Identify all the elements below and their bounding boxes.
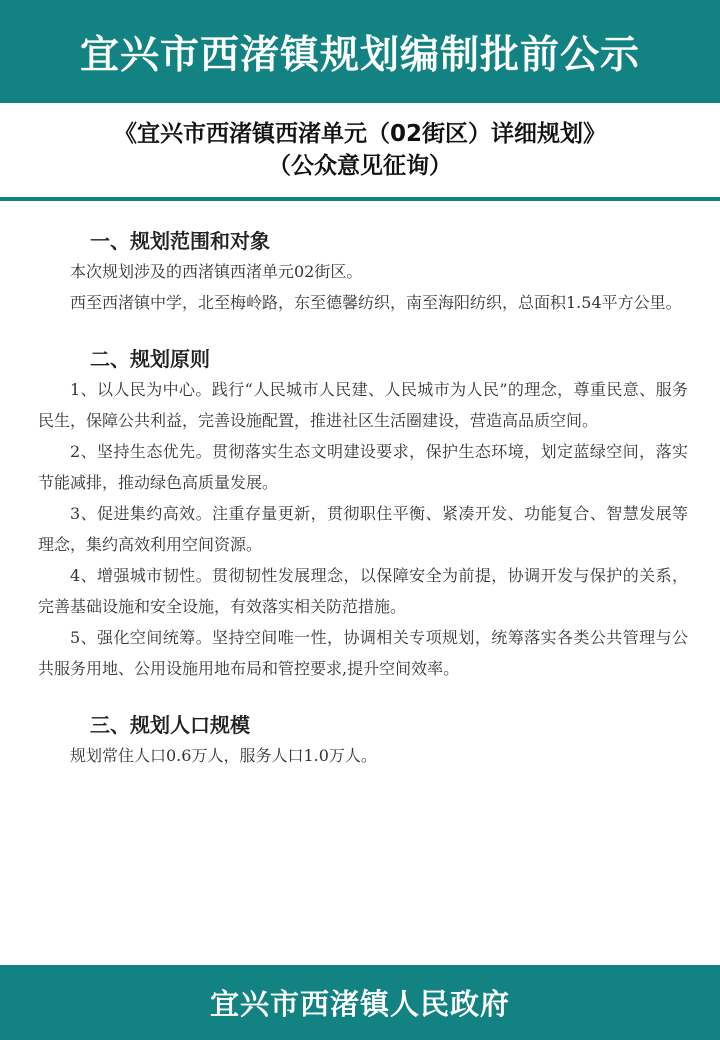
paragraph: 本次规划涉及的西渚镇西渚单元02街区。 [70,262,363,281]
paragraph: 4、增强城市韧性。贯彻韧性发展理念，以保障安全为前提，协调开发与保护的关系，完善基础设施和安全设施，有效落实相关防范措施。 [38,566,688,616]
subtitle-line-1: 《宜兴市西渚镇西渚单元（02街区）详细规划》 [113,121,606,147]
footer-bar [0,965,720,1040]
section-population [38,710,688,771]
section-scope [38,226,688,318]
issuer-name: 宜兴市西渚镇人民政府 [209,987,510,1021]
section-heading: 一、规划范围和对象 [90,229,270,253]
section-heading: 三、规划人口规模 [90,713,250,737]
subtitle-line-2: （公众意见征询） [268,153,452,179]
section-heading: 二、规划原则 [90,347,210,371]
notice-body [38,226,688,797]
paragraph: 1、以人民为中心。践行“人民城市人民建、人民城市为人民”的理念，尊重民意、服务民生，保障公共利益，完善设施配置，推进社区生活圈建设，营造高品质空间。 [38,380,688,430]
section-principles [38,344,688,684]
page-title: 宜兴市西渚镇规划编制批前公示 [79,31,640,78]
header-bar [0,0,720,103]
title-divider [0,197,720,201]
paragraph: 规划常住人口0.6万人，服务人口1.0万人。 [70,746,377,765]
notice-subtitle [0,118,720,182]
paragraph: 2、坚持生态优先。贯彻落实生态文明建设要求，保护生态环境，划定蓝绿空间，落实节能减排，推动绿色高质量发展。 [38,442,688,492]
paragraph: 3、促进集约高效。注重存量更新，贯彻职住平衡、紧凑开发、功能复合、智慧发展等理念，集约高效利用空间资源。 [38,504,688,554]
paragraph: 5、强化空间统筹。坚持空间唯一性，协调相关专项规划，统筹落实各类公共管理与公共服务用地、公用设施用地布局和管控要求,提升空间效率。 [38,628,688,678]
paragraph: 西至西渚镇中学，北至梅岭路，东至德馨纺织，南至海阳纺织，总面积1.54平方公里。 [70,293,682,312]
